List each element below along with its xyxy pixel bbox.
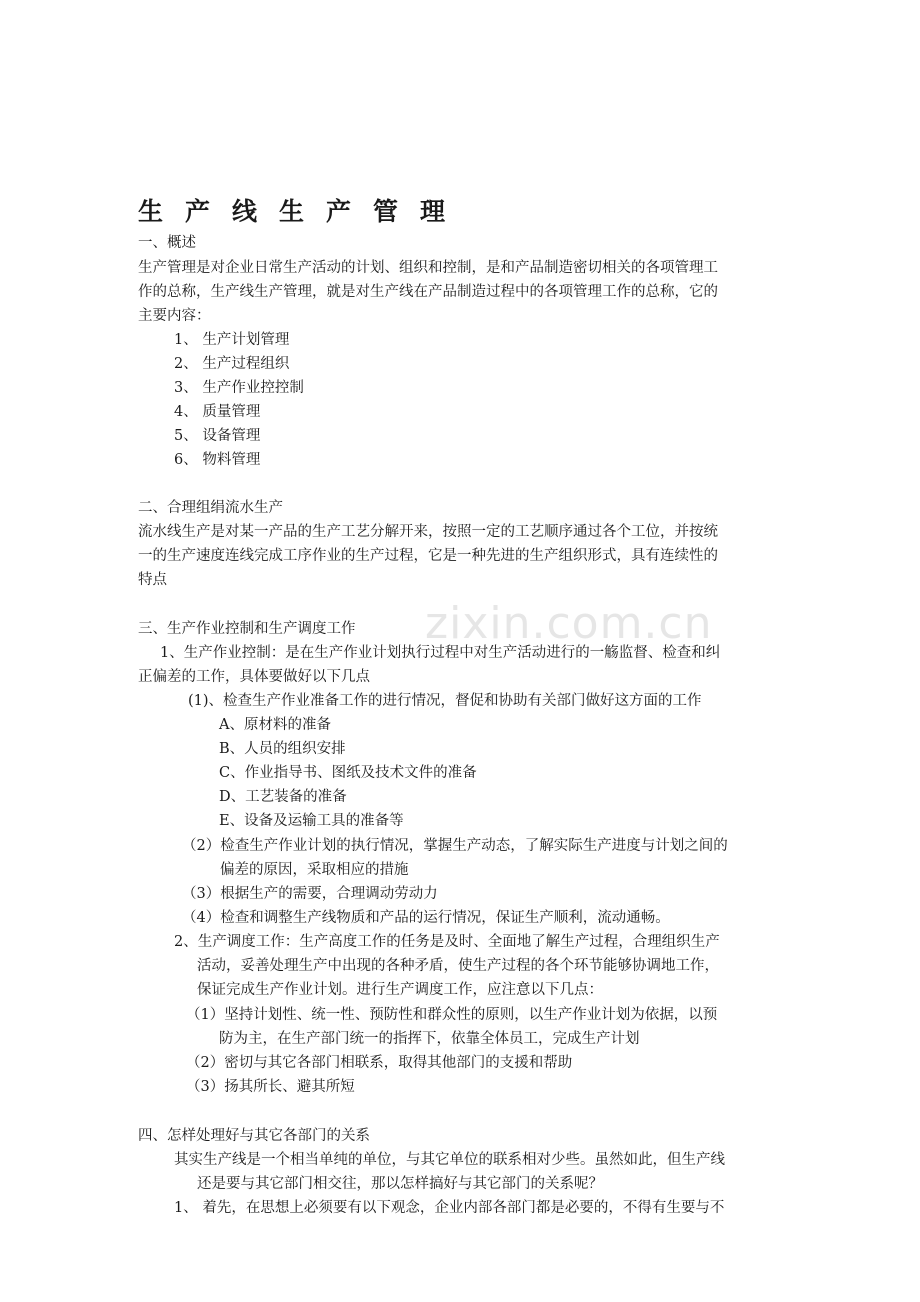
- list-item: （3）扬其所长、避其所短: [186, 1079, 355, 1095]
- list-item: 1、 生产计划管理: [174, 332, 290, 348]
- paragraph-line: 保证完成生产作业计划。进行生产调度工作，应注意以下几点：: [197, 982, 603, 998]
- list-item: 3、 生产作业控控制: [174, 380, 304, 396]
- list-item: (1)、检查生产作业准备工作的进行情况，督促和协助有关部门做好这方面的工作: [188, 693, 702, 709]
- paragraph-line: 流水线生产是对某一产品的生产工艺分解开来，按照一定的工艺顺序通过各个工位，并按统: [138, 524, 718, 540]
- section-heading: 四、怎样处理好与其它各部门的关系: [138, 1128, 370, 1144]
- list-item: D、工艺装备的准备: [219, 789, 347, 805]
- watermark: zixin.com.cn: [425, 598, 713, 649]
- list-item: 4、 质量管理: [174, 404, 261, 420]
- list-item: 6、 物料管理: [174, 452, 261, 468]
- list-item: （2）检查生产作业计划的执行情况，掌握生产动态，了解实际生产进度与计划之间的: [182, 838, 728, 854]
- section-heading: 二、合理组绢流水生产: [138, 500, 283, 516]
- document-title: 生产线生产管理: [138, 197, 468, 226]
- paragraph-line: 作的总称，生产线生产管理，就是对生产线在产品制造过程中的各项管理工作的总称，它的: [138, 284, 718, 300]
- paragraph-line: 其实生产线是一个相当单纯的单位，与其它单位的联系相对少些。虽然如此，但生产线: [174, 1152, 725, 1168]
- paragraph-line: 特点: [138, 572, 167, 588]
- list-item: E、设备及运输工具的准备等: [219, 813, 404, 829]
- list-item: A、原材料的准备: [219, 717, 331, 733]
- list-item-continuation: 防为主，在生产部门统一的指挥下，依靠全体员工，完成生产计划: [219, 1031, 640, 1047]
- list-item: （4）检查和调整生产线物质和产品的运行情况，保证生产顺利，流动通畅。: [182, 910, 670, 926]
- list-item: B、人员的组织安排: [219, 741, 346, 757]
- paragraph-line: 生产管理是对企业日常生产活动的计划、组织和控制，是和产品制造密切相关的各项管理工: [138, 260, 718, 276]
- paragraph-line: 1、生产作业控制：是在生产作业计划执行过程中对生产活动进行的一觞监督、检查和纠: [160, 645, 721, 661]
- list-item: （2）密切与其它各部门相联系，取得其他部门的支援和帮助: [186, 1055, 573, 1071]
- paragraph-line: 一的生产速度连线完成工序作业的生产过程，它是一种先进的生产组织形式，具有连续性的: [138, 548, 718, 564]
- paragraph-line: 主要内容：: [138, 308, 211, 324]
- list-item: 2、 生产过程组织: [174, 356, 290, 372]
- paragraph-line: 1、 着先，在思想上必须要有以下观念，企业内部各部门都是必要的，不得有生要与不: [174, 1200, 725, 1216]
- list-item-continuation: 偏差的原因，采取相应的措施: [220, 862, 409, 878]
- paragraph-line: 正偏差的工作，具体要做好以下几点: [138, 669, 370, 685]
- list-item: 5、 设备管理: [174, 428, 261, 444]
- list-item: C、作业指导书、图纸及技术文件的准备: [219, 765, 477, 781]
- paragraph-line: 2、生产调度工作：生产高度工作的任务是及时、全面地了解生产过程，合理组织生产: [174, 934, 720, 950]
- list-item: （1）坚持计划性、统一性、预防性和群众性的原则，以生产作业计划为依据，以预: [186, 1007, 718, 1023]
- paragraph-line: 还是要与其它部门相交往，那以怎样搞好与其它部门的关系呢？: [197, 1176, 603, 1192]
- list-item: （3）根据生产的需要，合理调动劳动力: [182, 886, 438, 902]
- paragraph-line: 活动，妥善处理生产中出现的各种矛盾，使生产过程的各个环节能够协调地工作，: [197, 958, 719, 974]
- section-heading: 一、概述: [138, 235, 196, 251]
- section-heading: 三、生产作业控制和生产调度工作: [138, 621, 356, 637]
